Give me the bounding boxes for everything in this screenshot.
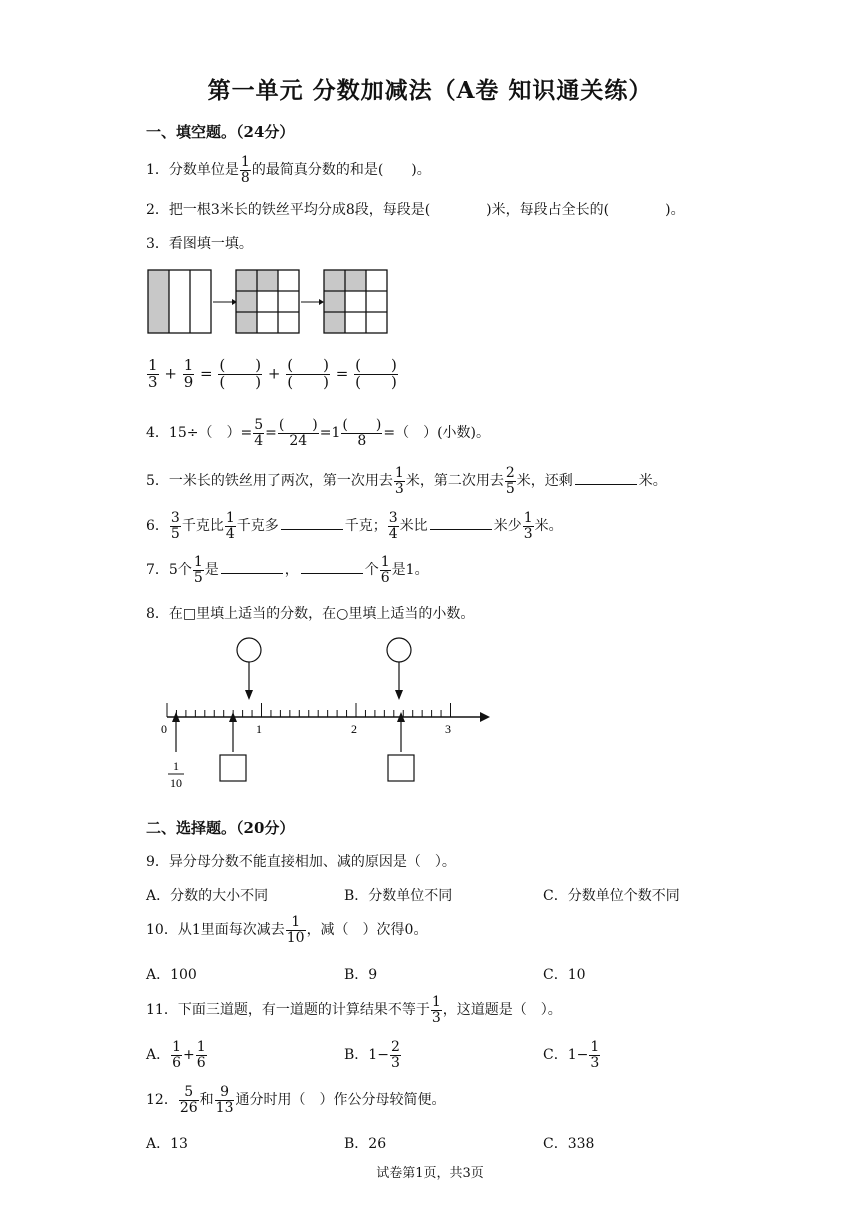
q3-equation: $\frac{1}{3}$ + $\frac{1}{9}$ = $\frac{( )}{( )}$ + $\frac{( )}{( )}$ = $\frac{( )}{( )}$ [148,356,397,391]
answer-circle[interactable] [237,638,261,662]
question-3: 3．看图填一填。 [146,236,253,252]
tick-label: 0 [161,722,167,736]
answer-circle[interactable] [387,638,411,662]
arrow-down-icon [395,690,403,700]
answer-blank[interactable]: $\frac{( )}{24}$ [278,417,318,449]
question-9: 9．异分母分数不能直接相加、减的原因是（ ）。 [146,854,456,870]
tick-label: 1 [256,722,262,736]
answer-blank[interactable]: $\frac{( )}{( )}$ [219,356,262,391]
label-numerator: 1 [173,759,179,773]
question-10: 10．从1里面每次减去 $\frac{1}{10}$ ，减（ ）次得0。 [146,914,428,946]
question-5: 5．一米长的铁丝用了两次，第一次用去 $\frac{1}{3}$ 米，第二次用去 $\frac{2}{5}$ 米，还剩 米。 [146,465,667,497]
answer-blank[interactable] [430,517,492,530]
answer-square[interactable] [220,755,246,781]
answer-blank[interactable] [221,561,283,574]
answer-blank[interactable]: $\frac{( )}{8}$ [342,417,382,449]
question-1 [146,155,431,185]
question-4: 4．15÷（ ）= $\frac{5}{4}$ = $\frac{( )}{24}$ =1 $\frac{( )}{8}$ =（ ）(小数)。 [146,417,491,449]
option-a[interactable]: A．100 [146,967,197,983]
option-b[interactable]: B．26 [344,1136,387,1152]
option-c[interactable]: C．338 [543,1136,595,1152]
q1-text: 1．分数单位是 [146,162,239,179]
option-c[interactable]: C．10 [543,967,586,983]
shaded-cell [148,270,169,333]
option-b[interactable]: B．1− $\frac{2}{3}$ [344,1039,400,1071]
option-b[interactable]: B．9 [344,967,378,983]
answer-blank[interactable] [575,472,637,485]
question-2: 2．把一根3米长的铁丝平均分成8段，每段是( )米，每段占全长的( )。 [146,202,685,218]
section-heading-fill: 一、填空题。（24分） [146,123,295,141]
tick-label: 2 [351,722,357,736]
fraction-grid-diagram [146,268,396,336]
q1-text-end: 的最简真分数的和是( )。 [251,162,431,179]
question-8: 8．在□里填上适当的分数，在○里填上适当的小数。 [146,606,475,622]
arrow-icon [319,299,324,305]
tick-marks [167,703,451,717]
page-title: 第一单元 分数加减法（A卷 知识通关练） [207,77,653,104]
answer-blank[interactable] [281,517,343,530]
option-c[interactable]: C．1− $\frac{1}{3}$ [543,1039,600,1071]
answer-square[interactable] [388,755,414,781]
answer-blank[interactable] [301,561,363,574]
question-11: 11．下面三道题，有一道题的计算结果不等于 $\frac{1}{3}$ ，这道题是（ ）。 [146,994,562,1026]
answer-blank[interactable]: $\frac{( )}{( )}$ [287,356,329,391]
tick-label: 3 [445,722,451,736]
option-a[interactable]: A．13 [146,1136,188,1152]
arrow-down-icon [245,690,253,700]
number-line-diagram [140,630,510,800]
answer-blank[interactable]: $\frac{( )}{( )}$ [355,356,397,391]
arrow-right-icon [480,712,490,722]
option-b[interactable]: B．分数单位不同 [344,888,453,904]
label-denominator: 10 [170,776,182,790]
fraction: $\frac{1}{8}$ [240,154,250,186]
question-6: 6． $\frac{3}{5}$ 千克比 $\frac{1}{4}$ 千克多 千克； $\frac{3}{4}$ 米比 米少 $\frac{1}{3}$ 米。 [146,510,563,542]
option-a[interactable]: A．分数的大小不同 [146,888,269,904]
question-7: 7．5个 $\frac{1}{5}$ 是 ， 个 $\frac{1}{6}$ 是1。 [146,554,429,586]
question-12: 12． $\frac{5}{26}$ 和 $\frac{9}{13}$ 通分时用（ ）作公分母较简便。 [146,1084,446,1116]
option-c[interactable]: C．分数单位个数不同 [543,888,680,904]
option-a[interactable]: A． $\frac{1}{6}$ + $\frac{1}{6}$ [146,1039,206,1071]
page-footer: 试卷第1页，共3页 [376,1166,484,1181]
section-heading-choice: 二、选择题。（20分） [146,819,295,837]
